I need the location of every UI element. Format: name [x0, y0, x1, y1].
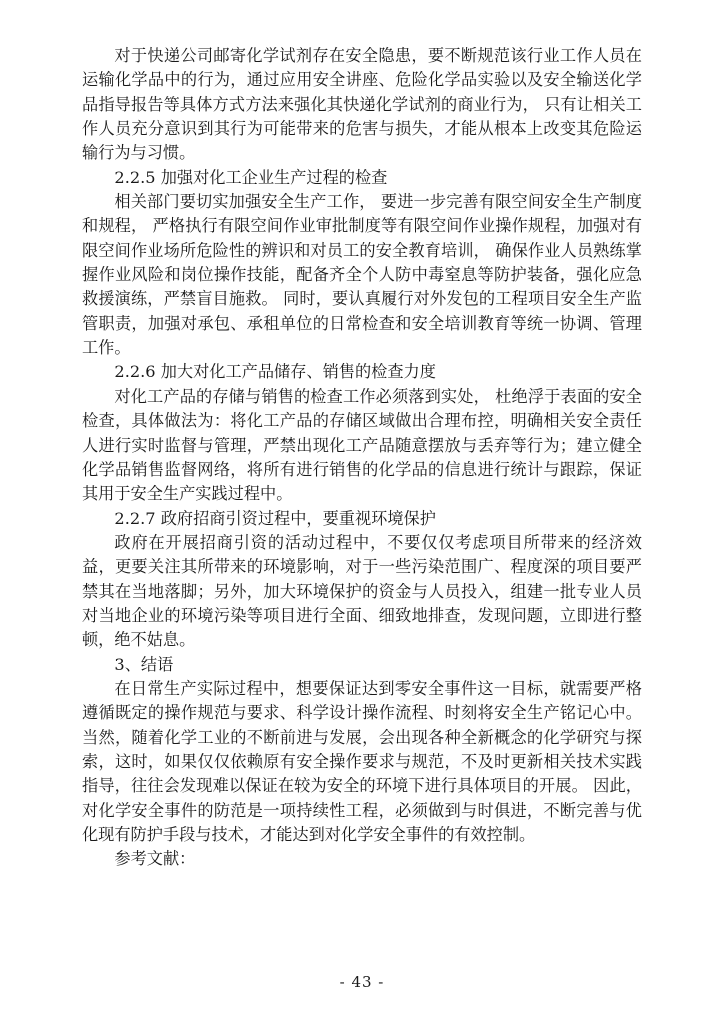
paragraph-courier-chemicals: 对于快递公司邮寄化学试剂存在安全隐患，要不断规范该行业工作人员在运输化学品中的行为，通过应用安全讲座、危险化学品实验以及安全输送化学品指导报告等具体方式方法来强化其快递化学试剂的商业行为， 只有让相关工作人员充分意识到其行为可能带来的危害与损失，才能从根本上改变其危险运输行为与习惯。 [82, 46, 642, 163]
section-heading-2-2-7: 2.2.7 政府招商引资过程中，要重视环境保护 [114, 508, 436, 528]
page-number: - 43 - [339, 973, 385, 991]
paragraph-storage-sales: 对化工产品的存储与销售的检查工作必须落到实处， 杜绝浮于表面的安全检查，具体做法为：将化工产品的存储区域做出合理布控，明确相关安全责任人进行实时监督与管理，严禁出现化工产品随意摆放与丢弃等行为；建立健全化学品销售监督网络，将所有进行销售的化学品的信息进行统计与跟踪，保证其用于安全生产实践过程中。 [82, 386, 642, 504]
paragraph-production-inspection: 相关部门要切实加强安全生产工作， 要进一步完善有限空间安全生产制度和规程， 严格执行有限空间作业审批制度等有限空间作业操作规程，加强对有限空间作业场所危险性的辨识和对员工的安全教育培训， 确保作业人员熟练掌握作业风险和岗位操作技能，配备齐全个人防中毒窒息等防护装备，强化应急救援演练，严禁盲目施救。 同时，要认真履行对外发包的工程项目安全生产监管职责，加强对承包、承租单位的日常检查和安全培训教育等统一协调、管理工作。 [82, 192, 642, 358]
references-heading: 参考文献： [114, 849, 196, 869]
section-heading-2-2-6: 2.2.6 加大对化工产品储存、销售的检查力度 [114, 362, 436, 382]
paragraph-conclusion: 在日常生产实际过程中，想要保证达到零安全事件这一目标，就需要严格遵循既定的操作规范与要求、科学设计操作流程、时刻将安全生产铭记心中。 当然，随着化学工业的不断前进与发展，会出现各种全新概念的化学研究与探索，这时，如果仅仅依赖原有安全操作要求与规范，不及时更新相关技术实践指导，往往会发现难以保证在较为安全的环境下进行具体项目的开展。 因此，对化学安全事件的防范是一项持续性工程，必须做到与时俱进，不断完善与优化现有防护手段与技术，才能达到对化学安全事件的有效控制。 [82, 678, 642, 844]
paragraph-environment: 政府在开展招商引资的活动过程中，不要仅仅考虑项目所带来的经济效益，更要关注其所带来的环境影响，对于一些污染范围广、程度深的项目要严禁其在当地落脚；另外，加大环境保护的资金与人员投入，组建一批专业人员对当地企业的环境污染等项目进行全面、细致地排查，发现问题，立即进行整顿，绝不姑息。 [82, 532, 642, 650]
section-heading-2-2-5: 2.2.5 加强对化工企业生产过程的检查 [114, 167, 388, 187]
section-heading-conclusion: 3、结语 [114, 654, 174, 674]
page-body [82, 44, 642, 872]
